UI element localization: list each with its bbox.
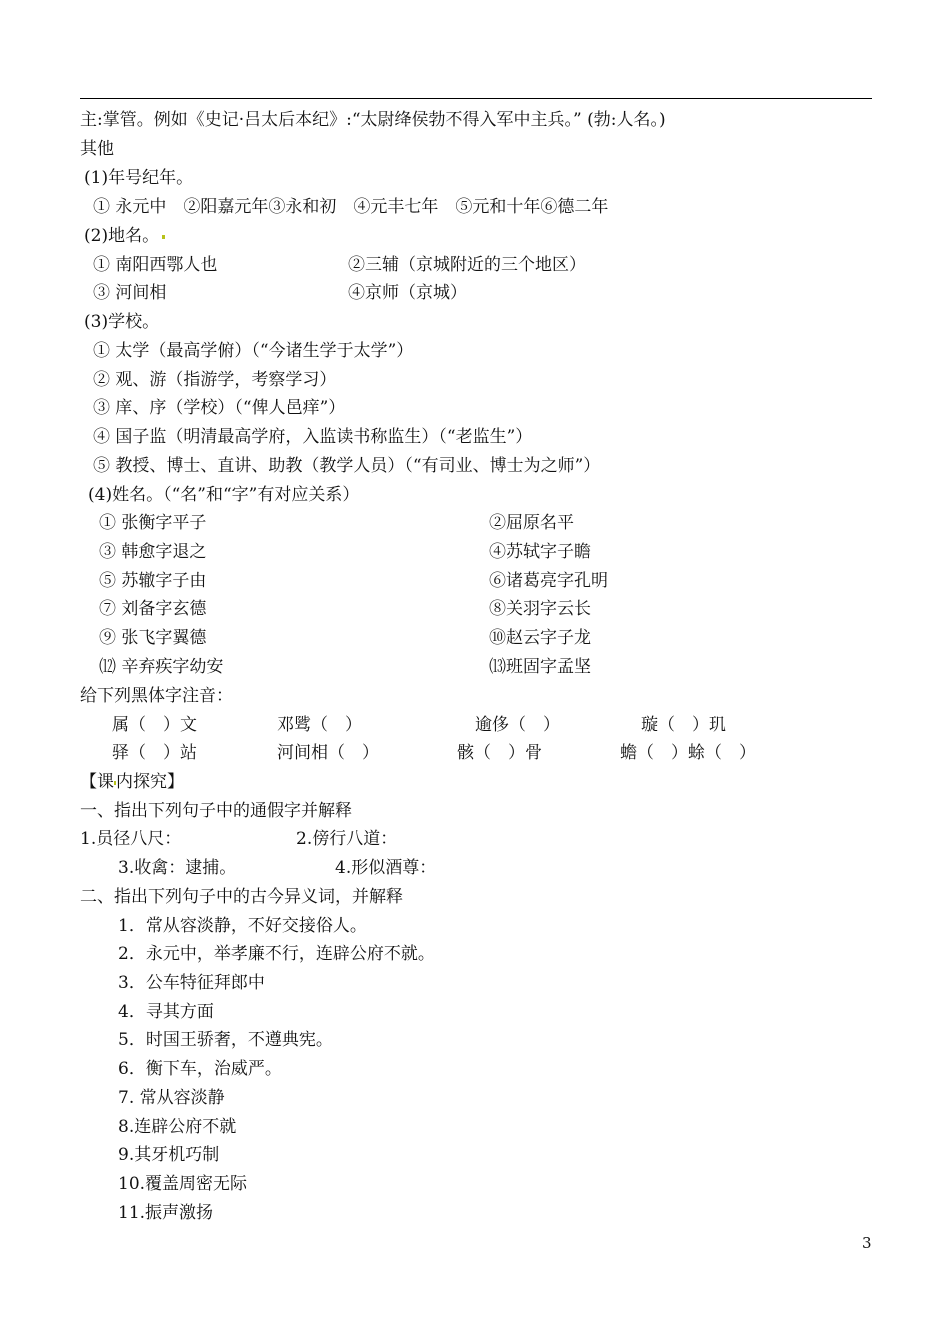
list-item: ③ 庠、序（学校）（“俾人邑痒”） [93,398,346,418]
list-item: 2．永元中，举孝廉不行，连辟公府不就。 [118,944,435,964]
names-heading: (4)姓名。（“名”和“字”有对应关系） [88,485,360,505]
phonetic-item: 邓骘（ ） [277,715,362,735]
phonetic-item: 驿（ ）站 [112,743,197,763]
list-item: ② 观、游（指游学，考察学习） [93,370,337,390]
list-item: 1.员径八尺： [80,829,182,849]
list-item: ① 张衡字平子 [99,513,207,533]
part1-heading: 一、指出下列句子中的通假字并解释 [80,801,352,821]
list-item: ⑿ 辛弃疾字幼安 [99,657,224,677]
header-line: 主:掌管。例如《史记·吕太后本纪》:“太尉绛侯勃不得入军中主兵。” (勃:人名。) [80,110,666,130]
page-number: 3 [862,1234,872,1252]
phonetic-item: 蟾（ ）蜍（ ） [620,743,756,763]
list-item: 6．衡下车，治威严。 [118,1059,282,1079]
list-item: 7. 常从容淡静 [118,1088,225,1108]
schools-heading: (3)学校。 [84,312,160,332]
list-item: ④ 国子监（明清最高学府，入监读书称监生）（“老监生”） [93,427,533,447]
list-item: ⑧关羽字云长 [489,599,591,619]
list-item: ⑨ 张飞字翼德 [99,628,207,648]
list-item: ④京师（京城） [348,283,467,303]
phonetic-item: 属（ ）文 [112,715,197,735]
section-title: 【课 内探究】 [80,772,184,792]
list-item: 3.收禽：逮捕。 [118,858,237,878]
list-item: 8.连辟公府不就 [118,1117,237,1137]
phonetic-item: 骸（ ）骨 [457,743,542,763]
part2-heading: 二、指出下列句子中的古今异义词，并解释 [80,887,403,907]
phonetic-item: 河间相（ ） [277,743,379,763]
list-item: ⑩赵云字子龙 [489,628,591,648]
list-item: ⑦ 刘备字玄德 [99,599,207,619]
list-item: ③ 河间相 [93,283,167,303]
list-item: ②屈原名平 [489,513,574,533]
phonetic-item: 逾侈（ ） [475,715,560,735]
list-item: ① 太学（最高学俯）（“今诸生学于太学”） [93,341,414,361]
phonetic-heading: 给下列黑体字注音： [80,686,233,706]
list-item: ⑤ 教授、博士、直讲、助教（教学人员）（“有司业、博士为之师”） [93,456,601,476]
list-item: ⒀班固字孟坚 [489,657,591,677]
list-item: ③ 韩愈字退之 [99,542,207,562]
list-item: 10.覆盖周密无际 [118,1174,248,1194]
list-item: 4．寻其方面 [118,1002,214,1022]
list-item: 1．常从容淡静，不好交接俗人。 [118,916,367,936]
other-heading: 其他 [80,139,114,159]
list-item: 9.其牙机巧制 [118,1145,220,1165]
list-item: 11.振声激扬 [118,1203,214,1223]
list-item: ②三辅（京城附近的三个地区） [348,255,586,275]
list-item: 4.形似酒尊： [335,858,437,878]
list-item: 5．时国王骄奢，不遵典宪。 [118,1030,333,1050]
phonetic-item: 璇（ ）玑 [641,715,726,735]
list-item: ⑥诸葛亮字孔明 [489,571,608,591]
header-rule [80,98,872,99]
list-item: ① 南阳西鄂人也 [93,255,218,275]
era-heading: (1)年号纪年。 [84,168,194,188]
list-item: 2.傍行八道： [296,829,398,849]
places-heading: (2)地名。 [84,225,165,247]
list-item: 3．公车特征拜郎中 [118,973,265,993]
highlight-mark [162,235,165,239]
list-item: ④苏轼字子瞻 [489,542,591,562]
era-items: ① 永元中 ②阳嘉元年③永和初 ④元丰七年 ⑤元和十年⑥德二年 [93,197,609,217]
list-item: ⑤ 苏辙字子由 [99,571,207,591]
